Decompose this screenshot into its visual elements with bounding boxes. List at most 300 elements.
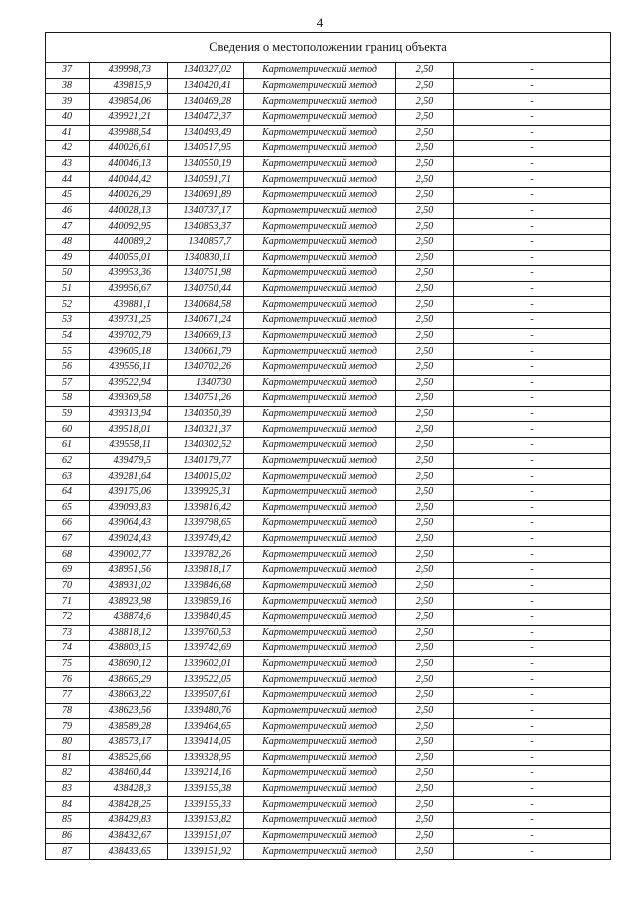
method-cell: Картометрический метод [244, 547, 396, 563]
note-cell: - [454, 172, 611, 188]
note-cell: - [454, 797, 611, 813]
y-coordinate: 1339925,31 [168, 484, 244, 500]
method-cell: Картометрический метод [244, 453, 396, 469]
accuracy-cell: 2,50 [396, 78, 454, 94]
method-cell: Картометрический метод [244, 63, 396, 79]
point-number: 85 [46, 813, 90, 829]
accuracy-cell: 2,50 [396, 469, 454, 485]
method-cell: Картометрический метод [244, 641, 396, 657]
method-cell: Картометрический метод [244, 797, 396, 813]
y-coordinate: 1340472,37 [168, 109, 244, 125]
note-cell: - [454, 453, 611, 469]
table-row [46, 406, 611, 422]
accuracy-cell: 2,50 [396, 313, 454, 329]
accuracy-cell: 2,50 [396, 500, 454, 516]
y-coordinate: 1340517,95 [168, 141, 244, 157]
x-coordinate: 439313,94 [90, 406, 168, 422]
accuracy-cell: 2,50 [396, 672, 454, 688]
note-cell: - [454, 188, 611, 204]
method-cell: Картометрический метод [244, 813, 396, 829]
y-coordinate: 1339859,16 [168, 594, 244, 610]
y-coordinate: 1340321,37 [168, 422, 244, 438]
note-cell: - [454, 203, 611, 219]
y-coordinate: 1340830,11 [168, 250, 244, 266]
accuracy-cell: 2,50 [396, 250, 454, 266]
table-row [46, 281, 611, 297]
table-row [46, 656, 611, 672]
x-coordinate: 439956,67 [90, 281, 168, 297]
y-coordinate: 1340702,26 [168, 359, 244, 375]
x-coordinate: 439854,06 [90, 94, 168, 110]
accuracy-cell: 2,50 [396, 63, 454, 79]
point-number: 40 [46, 109, 90, 125]
y-coordinate: 1339840,45 [168, 609, 244, 625]
accuracy-cell: 2,50 [396, 203, 454, 219]
y-coordinate: 1340671,24 [168, 313, 244, 329]
method-cell: Картометрический метод [244, 359, 396, 375]
x-coordinate: 439479,5 [90, 453, 168, 469]
x-coordinate: 439369,58 [90, 391, 168, 407]
table-row [46, 641, 611, 657]
method-cell: Картометрический метод [244, 141, 396, 157]
point-number: 70 [46, 578, 90, 594]
x-coordinate: 440089,2 [90, 234, 168, 250]
note-cell: - [454, 844, 611, 860]
method-cell: Картометрический метод [244, 313, 396, 329]
y-coordinate: 1339480,76 [168, 703, 244, 719]
point-number: 80 [46, 734, 90, 750]
accuracy-cell: 2,50 [396, 266, 454, 282]
table-row [46, 750, 611, 766]
accuracy-cell: 2,50 [396, 438, 454, 454]
x-coordinate: 439093,83 [90, 500, 168, 516]
point-number: 44 [46, 172, 90, 188]
table-row [46, 141, 611, 157]
table-row [46, 719, 611, 735]
y-coordinate: 1340550,19 [168, 156, 244, 172]
table-row [46, 766, 611, 782]
boundary-coordinates-table [45, 32, 611, 860]
y-coordinate: 1340591,71 [168, 172, 244, 188]
y-coordinate: 1339798,65 [168, 516, 244, 532]
x-coordinate: 438429,83 [90, 813, 168, 829]
method-cell: Картометрический метод [244, 609, 396, 625]
table-row [46, 531, 611, 547]
y-coordinate: 1339464,65 [168, 719, 244, 735]
x-coordinate: 438573,17 [90, 734, 168, 750]
point-number: 81 [46, 750, 90, 766]
method-cell: Картометрический метод [244, 94, 396, 110]
point-number: 66 [46, 516, 90, 532]
point-number: 45 [46, 188, 90, 204]
note-cell: - [454, 688, 611, 704]
x-coordinate: 439518,01 [90, 422, 168, 438]
x-coordinate: 439921,21 [90, 109, 168, 125]
point-number: 74 [46, 641, 90, 657]
point-number: 84 [46, 797, 90, 813]
table-row [46, 484, 611, 500]
method-cell: Картометрический метод [244, 328, 396, 344]
y-coordinate: 1340350,39 [168, 406, 244, 422]
note-cell: - [454, 375, 611, 391]
point-number: 56 [46, 359, 90, 375]
note-cell: - [454, 313, 611, 329]
x-coordinate: 438433,65 [90, 844, 168, 860]
point-number: 67 [46, 531, 90, 547]
y-coordinate: 1340853,37 [168, 219, 244, 235]
table-row [46, 438, 611, 454]
accuracy-cell: 2,50 [396, 563, 454, 579]
x-coordinate: 438428,3 [90, 781, 168, 797]
note-cell: - [454, 781, 611, 797]
note-cell: - [454, 531, 611, 547]
accuracy-cell: 2,50 [396, 344, 454, 360]
method-cell: Картометрический метод [244, 125, 396, 141]
note-cell: - [454, 609, 611, 625]
table-row [46, 250, 611, 266]
y-coordinate: 1339507,61 [168, 688, 244, 704]
y-coordinate: 1339782,26 [168, 547, 244, 563]
accuracy-cell: 2,50 [396, 719, 454, 735]
point-number: 57 [46, 375, 90, 391]
point-number: 59 [46, 406, 90, 422]
accuracy-cell: 2,50 [396, 766, 454, 782]
note-cell: - [454, 828, 611, 844]
note-cell: - [454, 656, 611, 672]
accuracy-cell: 2,50 [396, 828, 454, 844]
table-row [46, 156, 611, 172]
x-coordinate: 439605,18 [90, 344, 168, 360]
point-number: 64 [46, 484, 90, 500]
x-coordinate: 440028,13 [90, 203, 168, 219]
point-number: 78 [46, 703, 90, 719]
point-number: 46 [46, 203, 90, 219]
point-number: 68 [46, 547, 90, 563]
x-coordinate: 438665,29 [90, 672, 168, 688]
x-coordinate: 440046,13 [90, 156, 168, 172]
accuracy-cell: 2,50 [396, 94, 454, 110]
method-cell: Картометрический метод [244, 656, 396, 672]
table-row [46, 844, 611, 860]
x-coordinate: 439175,06 [90, 484, 168, 500]
note-cell: - [454, 578, 611, 594]
note-cell: - [454, 78, 611, 94]
x-coordinate: 440055,01 [90, 250, 168, 266]
accuracy-cell: 2,50 [396, 234, 454, 250]
point-number: 69 [46, 563, 90, 579]
x-coordinate: 439024,43 [90, 531, 168, 547]
accuracy-cell: 2,50 [396, 219, 454, 235]
x-coordinate: 438428,25 [90, 797, 168, 813]
note-cell: - [454, 766, 611, 782]
table-row [46, 563, 611, 579]
table-row [46, 781, 611, 797]
x-coordinate: 439702,79 [90, 328, 168, 344]
note-cell: - [454, 750, 611, 766]
note-cell: - [454, 594, 611, 610]
y-coordinate: 1339818,17 [168, 563, 244, 579]
note-cell: - [454, 156, 611, 172]
y-coordinate: 1340684,58 [168, 297, 244, 313]
method-cell: Картометрический метод [244, 406, 396, 422]
y-coordinate: 1339816,42 [168, 500, 244, 516]
method-cell: Картометрический метод [244, 766, 396, 782]
x-coordinate: 438663,22 [90, 688, 168, 704]
method-cell: Картометрический метод [244, 172, 396, 188]
point-number: 86 [46, 828, 90, 844]
point-number: 83 [46, 781, 90, 797]
page-number: 4 [316, 15, 324, 30]
point-number: 77 [46, 688, 90, 704]
x-coordinate: 439064,43 [90, 516, 168, 532]
table-row [46, 547, 611, 563]
x-coordinate: 439002,77 [90, 547, 168, 563]
x-coordinate: 438589,28 [90, 719, 168, 735]
table-row [46, 609, 611, 625]
note-cell: - [454, 141, 611, 157]
x-coordinate: 438931,02 [90, 578, 168, 594]
accuracy-cell: 2,50 [396, 391, 454, 407]
y-coordinate: 1339153,82 [168, 813, 244, 829]
note-cell: - [454, 547, 611, 563]
x-coordinate: 439556,11 [90, 359, 168, 375]
method-cell: Картометрический метод [244, 500, 396, 516]
point-number: 39 [46, 94, 90, 110]
accuracy-cell: 2,50 [396, 641, 454, 657]
accuracy-cell: 2,50 [396, 813, 454, 829]
note-cell: - [454, 125, 611, 141]
note-cell: - [454, 469, 611, 485]
x-coordinate: 439558,11 [90, 438, 168, 454]
table-row [46, 109, 611, 125]
x-coordinate: 439953,36 [90, 266, 168, 282]
table-row [46, 453, 611, 469]
table-row [46, 703, 611, 719]
note-cell: - [454, 500, 611, 516]
point-number: 50 [46, 266, 90, 282]
accuracy-cell: 2,50 [396, 281, 454, 297]
method-cell: Картометрический метод [244, 344, 396, 360]
y-coordinate: 1340661,79 [168, 344, 244, 360]
y-coordinate: 1340750,44 [168, 281, 244, 297]
table-row [46, 344, 611, 360]
accuracy-cell: 2,50 [396, 297, 454, 313]
y-coordinate: 1339214,16 [168, 766, 244, 782]
table-row [46, 313, 611, 329]
x-coordinate: 440044,42 [90, 172, 168, 188]
x-coordinate: 440026,61 [90, 141, 168, 157]
x-coordinate: 440026,29 [90, 188, 168, 204]
note-cell: - [454, 359, 611, 375]
table-row [46, 266, 611, 282]
note-cell: - [454, 109, 611, 125]
method-cell: Картометрический метод [244, 188, 396, 204]
table-row [46, 625, 611, 641]
table-row [46, 797, 611, 813]
x-coordinate: 438460,44 [90, 766, 168, 782]
point-number: 47 [46, 219, 90, 235]
note-cell: - [454, 641, 611, 657]
accuracy-cell: 2,50 [396, 844, 454, 860]
table-row [46, 734, 611, 750]
table-title-row [46, 33, 611, 63]
note-cell: - [454, 719, 611, 735]
y-coordinate: 1340737,17 [168, 203, 244, 219]
accuracy-cell: 2,50 [396, 703, 454, 719]
point-number: 51 [46, 281, 90, 297]
note-cell: - [454, 250, 611, 266]
point-number: 62 [46, 453, 90, 469]
y-coordinate: 1340327,02 [168, 63, 244, 79]
note-cell: - [454, 672, 611, 688]
method-cell: Картометрический метод [244, 109, 396, 125]
accuracy-cell: 2,50 [396, 531, 454, 547]
method-cell: Картометрический метод [244, 594, 396, 610]
table-row [46, 828, 611, 844]
note-cell: - [454, 734, 611, 750]
y-coordinate: 1340857,7 [168, 234, 244, 250]
table-row [46, 203, 611, 219]
method-cell: Картометрический метод [244, 281, 396, 297]
table-row [46, 328, 611, 344]
y-coordinate: 1339151,92 [168, 844, 244, 860]
accuracy-cell: 2,50 [396, 422, 454, 438]
point-number: 41 [46, 125, 90, 141]
method-cell: Картометрический метод [244, 672, 396, 688]
method-cell: Картометрический метод [244, 750, 396, 766]
note-cell: - [454, 813, 611, 829]
x-coordinate: 438432,67 [90, 828, 168, 844]
y-coordinate: 1339760,53 [168, 625, 244, 641]
accuracy-cell: 2,50 [396, 547, 454, 563]
x-coordinate: 439881,1 [90, 297, 168, 313]
point-number: 72 [46, 609, 90, 625]
note-cell: - [454, 484, 611, 500]
method-cell: Картометрический метод [244, 78, 396, 94]
point-number: 49 [46, 250, 90, 266]
x-coordinate: 438623,56 [90, 703, 168, 719]
accuracy-cell: 2,50 [396, 375, 454, 391]
accuracy-cell: 2,50 [396, 359, 454, 375]
accuracy-cell: 2,50 [396, 484, 454, 500]
point-number: 37 [46, 63, 90, 79]
point-number: 55 [46, 344, 90, 360]
method-cell: Картометрический метод [244, 781, 396, 797]
accuracy-cell: 2,50 [396, 406, 454, 422]
table-row [46, 125, 611, 141]
method-cell: Картометрический метод [244, 563, 396, 579]
y-coordinate: 1339155,38 [168, 781, 244, 797]
note-cell: - [454, 234, 611, 250]
table-row [46, 188, 611, 204]
y-coordinate: 1339414,05 [168, 734, 244, 750]
accuracy-cell: 2,50 [396, 578, 454, 594]
x-coordinate: 438951,56 [90, 563, 168, 579]
method-cell: Картометрический метод [244, 266, 396, 282]
point-number: 65 [46, 500, 90, 516]
point-number: 63 [46, 469, 90, 485]
y-coordinate: 1339155,33 [168, 797, 244, 813]
x-coordinate: 438525,66 [90, 750, 168, 766]
x-coordinate: 438818,12 [90, 625, 168, 641]
point-number: 73 [46, 625, 90, 641]
y-coordinate: 1340469,28 [168, 94, 244, 110]
note-cell: - [454, 344, 611, 360]
note-cell: - [454, 297, 611, 313]
table-row [46, 516, 611, 532]
x-coordinate: 438690,12 [90, 656, 168, 672]
accuracy-cell: 2,50 [396, 594, 454, 610]
table-body [46, 63, 611, 860]
note-cell: - [454, 422, 611, 438]
method-cell: Картометрический метод [244, 156, 396, 172]
note-cell: - [454, 438, 611, 454]
point-number: 71 [46, 594, 90, 610]
point-number: 60 [46, 422, 90, 438]
method-cell: Картометрический метод [244, 234, 396, 250]
accuracy-cell: 2,50 [396, 688, 454, 704]
table-row [46, 172, 611, 188]
x-coordinate: 439998,73 [90, 63, 168, 79]
point-number: 48 [46, 234, 90, 250]
accuracy-cell: 2,50 [396, 109, 454, 125]
table-row [46, 500, 611, 516]
table-row [46, 469, 611, 485]
table-row [46, 63, 611, 79]
table-row [46, 578, 611, 594]
y-coordinate: 1340751,98 [168, 266, 244, 282]
y-coordinate: 1340691,89 [168, 188, 244, 204]
table-row [46, 813, 611, 829]
x-coordinate: 438874,6 [90, 609, 168, 625]
accuracy-cell: 2,50 [396, 188, 454, 204]
method-cell: Картометрический метод [244, 828, 396, 844]
accuracy-cell: 2,50 [396, 797, 454, 813]
note-cell: - [454, 703, 611, 719]
table-row [46, 688, 611, 704]
method-cell: Картометрический метод [244, 469, 396, 485]
accuracy-cell: 2,50 [396, 156, 454, 172]
x-coordinate: 438803,15 [90, 641, 168, 657]
accuracy-cell: 2,50 [396, 453, 454, 469]
method-cell: Картометрический метод [244, 219, 396, 235]
method-cell: Картометрический метод [244, 734, 396, 750]
point-number: 42 [46, 141, 90, 157]
table-row [46, 422, 611, 438]
y-coordinate: 1339742,69 [168, 641, 244, 657]
method-cell: Картометрический метод [244, 422, 396, 438]
accuracy-cell: 2,50 [396, 750, 454, 766]
note-cell: - [454, 219, 611, 235]
table-row [46, 375, 611, 391]
x-coordinate: 439281,64 [90, 469, 168, 485]
note-cell: - [454, 281, 611, 297]
point-number: 76 [46, 672, 90, 688]
method-cell: Картометрический метод [244, 531, 396, 547]
note-cell: - [454, 391, 611, 407]
table-row [46, 594, 611, 610]
accuracy-cell: 2,50 [396, 734, 454, 750]
note-cell: - [454, 63, 611, 79]
method-cell: Картометрический метод [244, 578, 396, 594]
method-cell: Картометрический метод [244, 516, 396, 532]
note-cell: - [454, 516, 611, 532]
method-cell: Картометрический метод [244, 375, 396, 391]
y-coordinate: 1339749,42 [168, 531, 244, 547]
note-cell: - [454, 563, 611, 579]
table-row [46, 359, 611, 375]
method-cell: Картометрический метод [244, 391, 396, 407]
